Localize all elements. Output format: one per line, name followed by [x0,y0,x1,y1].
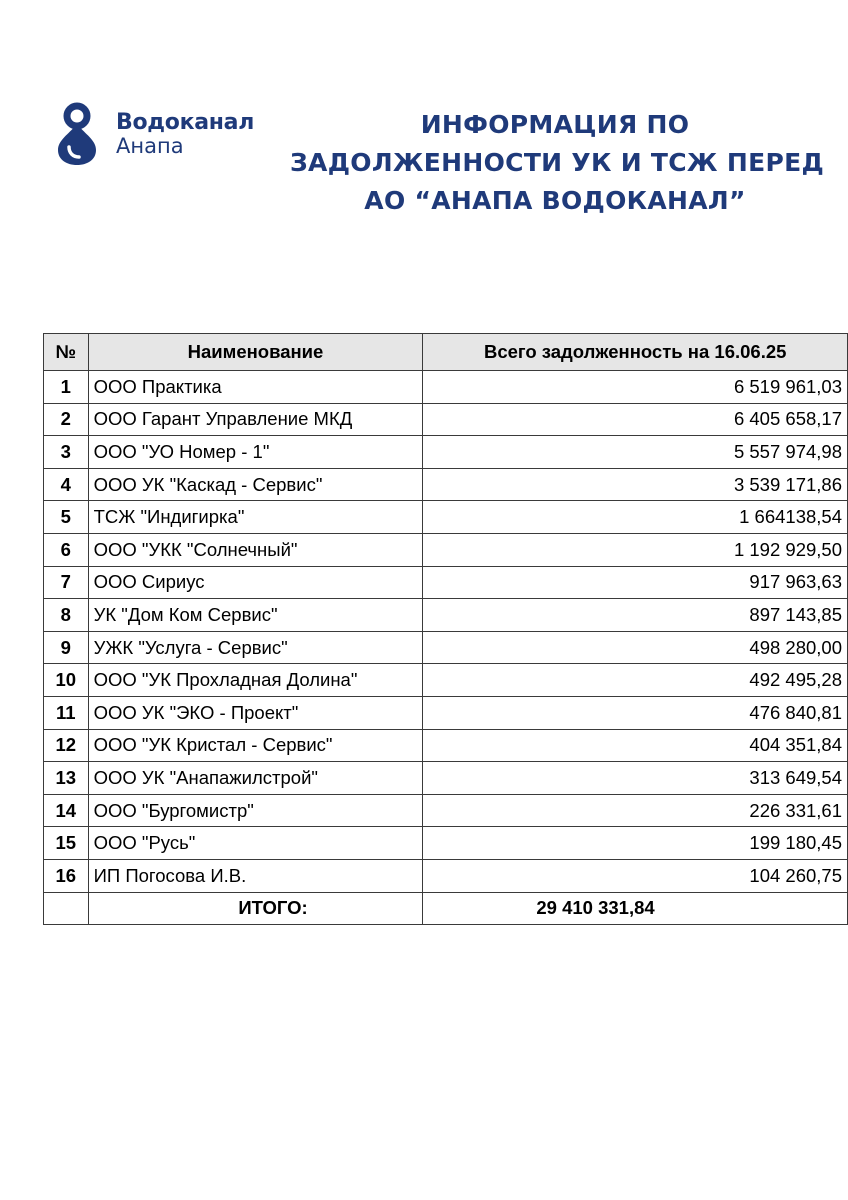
row-name: ООО Практика [88,371,423,404]
row-name: ООО "УО Номер - 1" [88,436,423,469]
row-num: 10 [44,664,89,697]
row-amount: 1 664138,54 [423,501,848,534]
row-name: ООО Гарант Управление МКД [88,403,423,436]
row-num: 16 [44,859,89,892]
row-amount: 226 331,61 [423,794,848,827]
row-amount: 492 495,28 [423,664,848,697]
table-row [44,794,848,827]
row-amount: 104 260,75 [423,859,848,892]
row-amount: 5 557 974,98 [423,436,848,469]
table-row [44,599,848,632]
table-row [44,762,848,795]
row-name: ИП Погосова И.В. [88,859,423,892]
row-amount: 199 180,45 [423,827,848,860]
total-row [44,892,848,925]
row-name: ООО УК "ЭКО - Проект" [88,696,423,729]
table-row [44,696,848,729]
brand-logo [52,100,272,170]
row-amount: 476 840,81 [423,696,848,729]
row-amount: 897 143,85 [423,599,848,632]
table-row [44,827,848,860]
logo-name: Водоканал [116,110,255,135]
row-amount: 1 192 929,50 [423,533,848,566]
table-row [44,403,848,436]
row-num: 2 [44,403,89,436]
table-row [44,533,848,566]
row-name: ООО УК "Анапажилстрой" [88,762,423,795]
row-name: ТСЖ "Индигирка" [88,501,423,534]
table-row [44,729,848,762]
row-amount: 498 280,00 [423,631,848,664]
row-name: ООО "УК Кристал - Сервис" [88,729,423,762]
table-row [44,859,848,892]
row-amount: 6 519 961,03 [423,371,848,404]
row-name: УК "Дом Ком Сервис" [88,599,423,632]
row-num: 8 [44,599,89,632]
row-num: 7 [44,566,89,599]
row-name: ООО "Бургомистр" [88,794,423,827]
table-row [44,664,848,697]
title-line-1: ИНФОРМАЦИЯ ПО [420,110,690,139]
debt-table [43,333,848,925]
row-amount: 313 649,54 [423,762,848,795]
table-row [44,436,848,469]
table-row [44,631,848,664]
row-num: 11 [44,696,89,729]
row-num: 3 [44,436,89,469]
row-amount: 917 963,63 [423,566,848,599]
row-name: ООО "УК Прохладная Долина" [88,664,423,697]
row-name: ООО Сириус [88,566,423,599]
total-label: ИТОГО: [88,892,423,925]
row-name: УЖК "Услуга - Сервис" [88,631,423,664]
title-line-2: ЗАДОЛЖЕННОСТИ УК И ТСЖ ПЕРЕД [290,148,825,177]
row-name: ООО "Русь" [88,827,423,860]
table-header-row [44,334,848,371]
row-num: 13 [44,762,89,795]
total-num-cell [44,892,89,925]
row-amount: 6 405 658,17 [423,403,848,436]
table-row [44,566,848,599]
total-amount: 29 410 331,84 [423,892,848,925]
title-line-3: АО “АНАПА ВОДОКАНАЛ” [364,186,746,215]
row-num: 9 [44,631,89,664]
row-num: 12 [44,729,89,762]
table-row [44,501,848,534]
header-amount: Всего задолженность на 16.06.25 [423,334,848,371]
table-row [44,468,848,501]
water-drop-icon [52,100,102,166]
logo-city: Анапа [116,134,184,158]
table-row [44,371,848,404]
row-num: 5 [44,501,89,534]
page-title [290,106,825,220]
row-num: 6 [44,533,89,566]
row-num: 1 [44,371,89,404]
header-name: Наименование [88,334,423,371]
row-amount: 3 539 171,86 [423,468,848,501]
row-name: ООО УК "Каскад - Сервис" [88,468,423,501]
row-num: 14 [44,794,89,827]
row-name: ООО "УКК "Солнечный" [88,533,423,566]
row-amount: 404 351,84 [423,729,848,762]
row-num: 15 [44,827,89,860]
row-num: 4 [44,468,89,501]
header-num: № [44,334,89,371]
